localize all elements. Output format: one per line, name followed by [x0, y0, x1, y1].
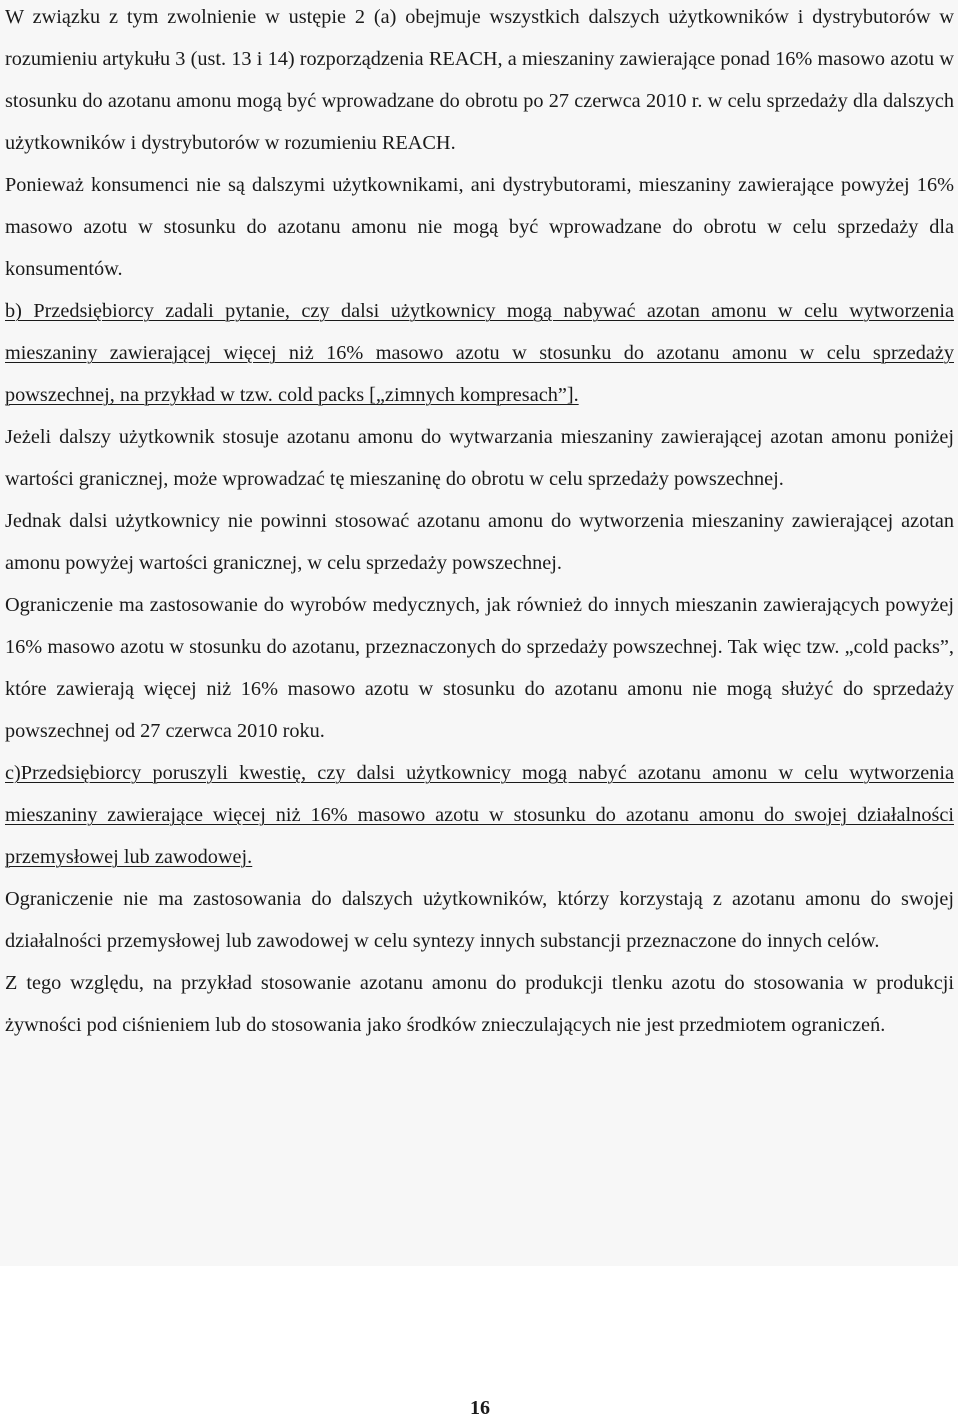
paragraph-consumers: Ponieważ konsumenci nie są dalszymi użytkownikami, ani dystrybutorami, mieszaniny zawierające powyżej 16% masowo azotu w stosunku do azotanu amonu nie mogą być wprowadzane do obrotu w celu sprzedaży dla konsumentów. [5, 174, 954, 280]
paragraph-medical-devices: Ograniczenie ma zastosowanie do wyrobów medycznych, jak również do innych mieszanin zawierających powyżej 16% masowo azotu w stosunku do azotanu, przeznaczonych do sprzedaży powszechnej. Tak więc tzw. „cold packs”, które zawierają więcej niż 16% masowo azotu w stosunku do azotanu amonu nie mogą służyć do sprzedaży powszechnej od 27 czerwca 2010 roku. [5, 594, 954, 742]
paragraph-question-b: b) Przedsiębiorcy zadali pytanie, czy dalsi użytkownicy mogą nabywać azotan amonu w celu wytworzenia mieszaniny zawierającej więcej niż 16% masowo azotu w stosunku do azotanu amonu w celu sprzedaży powszechnej, na przykład w tzw. cold packs [„zimnych kompresach”]. [5, 300, 954, 406]
page-number: 16 [470, 1397, 490, 1419]
paragraph-example-nitrous-oxide: Z tego względu, na przykład stosowanie azotanu amonu do produkcji tlenku azotu do stosowania w produkcji żywności pod ciśnieniem lub do stosowania jako środków znieczulających nie jest przedmiotem ograniczeń. [5, 972, 954, 1036]
paragraph-below-limit: Jeżeli dalszy użytkownik stosuje azotanu amonu do wytwarzania mieszaniny zawierającej azotan amonu poniżej wartości granicznej, może wprowadzać tę mieszaninę do obrotu w celu sprzedaży powszechnej. [5, 426, 954, 490]
paragraph-exemption-scope: W związku z tym zwolnienie w ustępie 2 (a) obejmuje wszystkich dalszych użytkowników i dystrybutorów w rozumieniu artykułu 3 (ust. 13 i 14) rozporządzenia REACH, a mieszaniny zawierające ponad 16% masowo azotu w stosunku do azotanu amonu mogą być wprowadzane do obrotu po 27 czerwca 2010 r. w celu sprzedaży dla dalszych użytkowników i dystrybutorów w rozumieniu REACH. [5, 6, 954, 154]
paragraph-industrial-use: Ograniczenie nie ma zastosowania do dalszych użytkowników, którzy korzystają z azotanu amonu do swojej działalności przemysłowej lub zawodowej w celu syntezy innych substancji przeznaczone do innych celów. [5, 888, 954, 952]
paragraph-above-limit: Jednak dalsi użytkownicy nie powinni stosować azotanu amonu do wytworzenia mieszaniny zawierającej azotan amonu powyżej wartości granicznej, w celu sprzedaży powszechnej. [5, 510, 954, 574]
paragraph-question-c: c)Przedsiębiorcy poruszyli kwestię, czy dalsi użytkownicy mogą nabyć azotanu amonu w celu wytworzenia mieszaniny zawierające więcej niż 16% masowo azotu w stosunku do azotanu amonu do swojej działalności przemysłowej lub zawodowej. [5, 762, 954, 868]
